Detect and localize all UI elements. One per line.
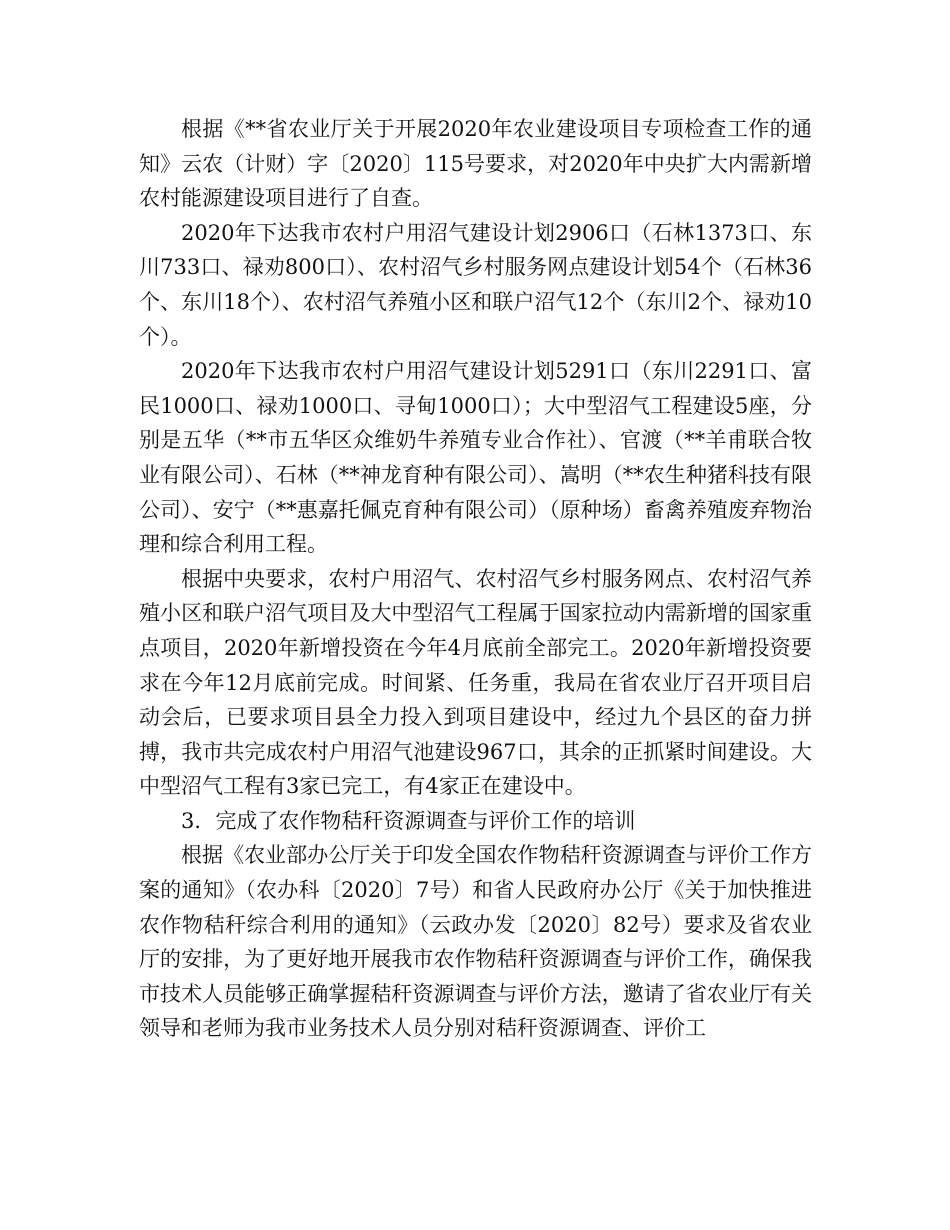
document-body [139,112,812,1046]
paragraph-self-inspection: 根据《**省农业厅关于开展2020年农业建设项目专项检查工作的通知》云农（计财）字〔2020〕115号要求，对2020年中央扩大内需新增农村能源建设项目进行了自查。 [139,117,812,211]
section-heading-straw-training: 3．完成了农作物秸秆资源调查与评价工作的培训 [181,808,636,833]
paragraph-biogas-plan-2906: 2020年下达我市农村户用沼气建设计划2906口（石林1373口、东川733口、禄劝800口）、农村沼气乡村服务网点建设计划54个（石林36个、东川18个）、农村沼气养殖小区和联户沼气12个（东川2个、禄劝10个）。 [139,220,812,349]
paragraph-straw-survey: 根据《农业部办公厅关于印发全国农作物秸秆资源调查与评价工作方案的通知》（农办科〔2020〕7号）和省人民政府办公厅《关于加快推进农作物秸秆综合利用的通知》（云政办发〔2020〕82号）要求及省农业厅的安排，为了更好地开展我市农作物秸秆资源调查与评价工作，确保我市技术人员能够正确掌握秸秆资源调查与评价方法，邀请了省农业厅有关领导和老师为我市业务技术人员分别对秸秆资源调查、评价工 [139,843,812,1041]
paragraph-central-requirements: 根据中央要求，农村户用沼气、农村沼气乡村服务网点、农村沼气养殖小区和联户沼气项目及大中型沼气工程属于国家拉动内需新增的国家重点项目，2020年新增投资在今年4月底前全部完工。2020年新增投资要求在今年12月底前完成。时间紧、任务重，我局在省农业厅召开项目启动会后，已要求项目县全力投入到项目建设中，经过九个县区的奋力拼搏，我市共完成农村户用沼气池建设967口，其余的正抓紧时间建设。大中型沼气工程有3家已完工，有4家正在建设中。 [139,566,812,799]
paragraph-biogas-plan-5291: 2020年下达我市农村户用沼气建设计划5291口（东川2291口、富民1000口、禄劝1000口、寻甸1000口）；大中型沼气工程建设5座，分别是五华（**市五华区众维奶牛养殖专业合作社）、官渡（**羊甫联合牧业有限公司）、石林（**神龙育种有限公司）、嵩明（**农生种猪科技有限公司）、安宁（**惠嘉托佩克育种有限公司）（原种场）畜禽养殖废弃物治理和综合利用工程。 [139,359,812,557]
